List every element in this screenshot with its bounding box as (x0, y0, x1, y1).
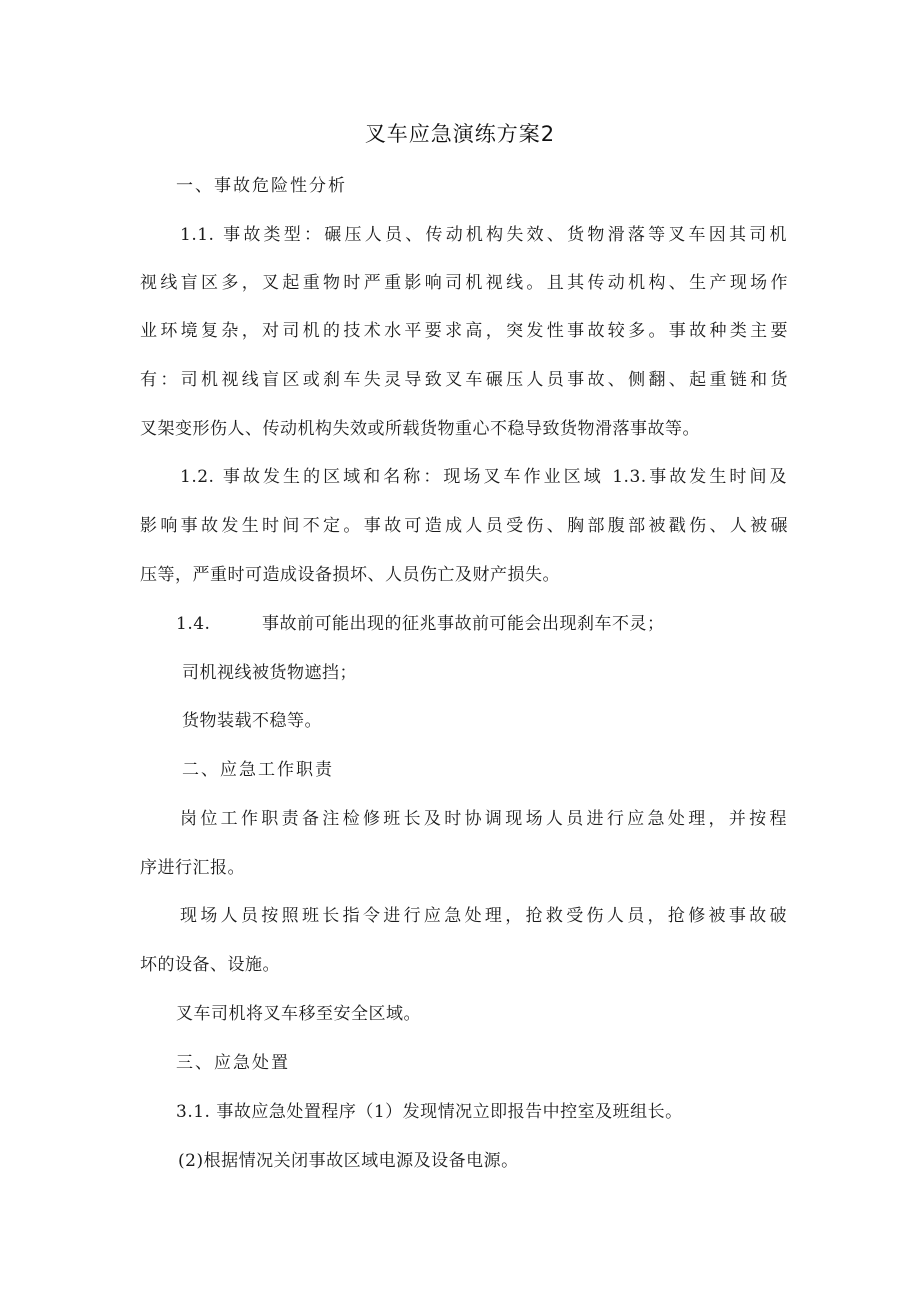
para-1-2-line-2: 影响事故发生时间不定。事故可造成人员受伤、胸部腹部被戳伤、人被碾 (140, 516, 788, 536)
para-1-4-text: 事故前可能出现的征兆事故前可能会出现刹车不灵； (262, 614, 665, 634)
para-3-1-line-2: (2)根据情况关闭事故区域电源及设备电源。 (178, 1151, 519, 1171)
para-2c-line-1: 叉车司机将叉车移至安全区域。 (176, 1004, 421, 1024)
para-2a-line-1: 岗位工作职责备注检修班长及时协调现场人员进行应急处理，并按程 (180, 809, 787, 829)
para-3-1-line-1: 3.1. 事故应急处置程序（1）发现情况立即报告中控室及班组长。 (176, 1102, 683, 1122)
para-1-1-line-3: 业环境复杂，对司机的技术水平要求高，突发性事故较多。事故种类主要 (140, 321, 788, 341)
para-1-2-line-3: 压等，严重时可造成设备损坏、人员伤亡及财产损失。 (140, 565, 560, 585)
para-1-1-line-4: 有：司机视线盲区或刹车失灵导致叉车碾压人员事故、侧翻、起重链和货 (140, 370, 788, 390)
section-3-heading: 三、应急处置 (176, 1053, 290, 1073)
para-1-1-line-2: 视线盲区多，叉起重物时严重影响司机视线。且其传动机构、生产现场作 (140, 273, 788, 293)
para-1-1-line-1: 1.1. 事故类型：碾压人员、传动机构失效、货物滑落等叉车因其司机 (180, 225, 787, 245)
document-title: 叉车应急演练方案2 (364, 122, 556, 146)
section-1-heading: 一、事故危险性分析 (176, 176, 347, 196)
para-1-2-line-1: 1.2. 事故发生的区域和名称：现场叉车作业区域 1.3.事故发生时间及 (180, 467, 787, 487)
para-1-4-number: 1.4. (176, 614, 211, 634)
para-2b-line-1: 现场人员按照班长指令进行应急处理，抢救受伤人员，抢修被事故破 (180, 906, 787, 926)
para-1-1-line-5: 叉架变形伤人、传动机构失效或所载货物重心不稳导致货物滑落事故等。 (140, 419, 700, 439)
para-1-4-line-3: 货物装载不稳等。 (182, 711, 322, 731)
para-1-4-line-1 (176, 611, 665, 637)
section-2-heading: 二、应急工作职责 (182, 760, 334, 780)
para-1-4-line-2: 司机视线被货物遮挡； (182, 663, 357, 683)
para-2a-line-2: 序进行汇报。 (140, 858, 245, 878)
para-2b-line-2: 坏的设备、设施。 (140, 955, 280, 975)
